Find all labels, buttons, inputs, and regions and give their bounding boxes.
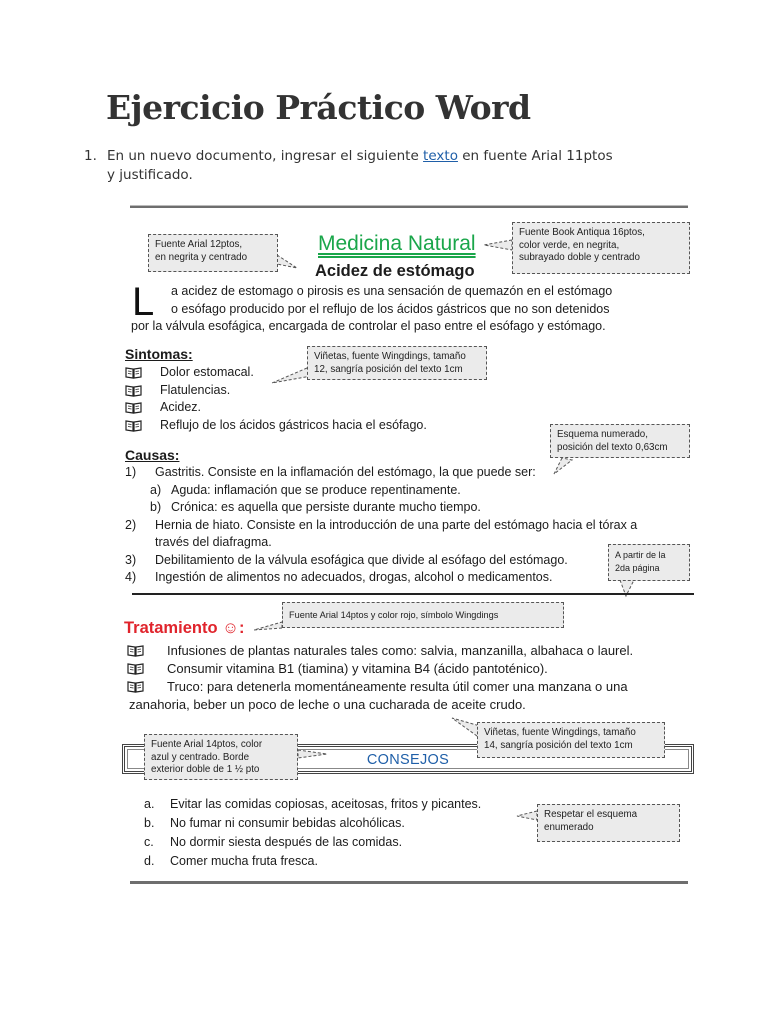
- open-book-icon: [127, 680, 144, 693]
- instruction-number: 1.: [84, 148, 97, 164]
- heading-medicina-natural: Medicina Natural: [318, 232, 476, 255]
- consejos-title: CONSEJOS: [366, 752, 450, 768]
- causas-title: Causas:: [125, 447, 180, 463]
- instruction-text-after: en fuente Arial 11ptos: [457, 148, 613, 164]
- callout-book-antiqua: Fuente Book Antiqua 16ptos, color verde, en negrita, subrayado doble y centrado: [512, 222, 690, 274]
- page-break-rule: [132, 593, 694, 595]
- sample-page-image: Fuente Arial 12ptos, en negrita y centrado Fuente Book Antiqua 16ptos, color verde, en negrita, subrayado doble y centrado Medicina Natural Acidez de estómago L a acidez de estomago o pirosis es una sensación de quemazón en el estómago o esófago producido por el reflujo de los ácidos gástricos que no son detenidos por la válvula esofágica, encargada de controlar el paso entre el esófago y estómago. Sintomas: Viñetas, fuente Wingdings, tamaño 12, sangría posición del texto 1cm Dolor estomacal. Flatulencias. Acidez. Reflujo de los ácidos gástricos hacia el esófago. Esquema numerado, posición del texto 0,63cm Causas: 1) Gastritis. Consiste en la inflamación del estómago, la que puede ser: a) Aguda: inflamación que se produce repentinamente. b) Crónica: es aquella que persiste durante mucho tiempo. 2) Hernia de hiato. Consiste en la introducción de una parte del estómago hacia el tórax a través del diafragma. 3) Debilitamiento de la válvula esofágica que divide al esófago del estómago. 4) Ingestión de alimentos no adecuados, drogas, alcohol o medicamentos. A partir de la 2da página Fuente Arial 14ptos y color rojo, símbolo Wingdings Tratamiento ☺: Infusiones de plantas naturales tales como: salvia, manzanilla, albahaca o laurel. Consumir vitamina B1 (tiamina) y vitamina B4 (ácido pantoténico). Truco: para detenerla momentáneamente resulta útil comer una manzana o una zanahoria, beber un poco de leche o una cucharada de aceite crudo. CONSEJOS Fuente Arial 14ptos, color azul y centrado. Borde exterior doble de 1 ½ pto Viñetas, fuente Wingdings, tamaño 14, sangría posición del texto 1cm a. Evitar las comidas copiosas, aceitosas, fritos y picantes. b. No fumar ni consumir bebidas alcohólicas. c. No dormir siesta después de las comidas. d. Comer mucha fruta fresca. Respetar el esquema enumerado: [122, 200, 697, 895]
- open-book-icon: [125, 401, 142, 414]
- callout-esquema-numerado: Esquema numerado, posición del texto 0,63cm: [550, 424, 690, 458]
- paragraph-line-1: a acidez de estomago o pirosis es una sensación de quemazón en el estómago: [171, 284, 613, 298]
- callout-a-partir: A partir de la 2da página: [608, 544, 690, 581]
- sintomas-title: Sintomas:: [125, 346, 193, 362]
- texto-link[interactable]: texto: [423, 148, 458, 164]
- document-title: Ejercicio Práctico Word: [106, 88, 531, 127]
- callout-vinetas-12: Viñetas, fuente Wingdings, tamaño 12, sangría posición del texto 1cm: [307, 346, 487, 380]
- callout-respetar-esquema: Respetar el esquema enumerado: [537, 804, 680, 842]
- paragraph-line-2: o esófago producido por el reflujo de los ácidos gástricos que no son detenidos: [171, 302, 610, 316]
- instruction-item: [84, 147, 704, 185]
- callout-arial14-azul: Fuente Arial 14ptos, color azul y centrado. Borde exterior doble de 1 ½ pto: [144, 734, 298, 780]
- open-book-icon: [127, 662, 144, 675]
- bottom-rule: [130, 881, 688, 884]
- paragraph-line-3: por la válvula esofágica, encargada de controlar el paso entre el esófago y estómago.: [131, 319, 606, 333]
- callout-arial14-rojo: Fuente Arial 14ptos y color rojo, símbolo Wingdings: [282, 602, 564, 628]
- heading-acidez: Acidez de estómago: [315, 262, 475, 280]
- drop-cap: L: [132, 280, 155, 324]
- open-book-icon: [125, 366, 142, 379]
- open-book-icon: [125, 419, 142, 432]
- open-book-icon: [125, 384, 142, 397]
- instruction-text-line2: y justificado.: [107, 167, 193, 183]
- callout-vinetas-14: Viñetas, fuente Wingdings, tamaño 14, sangría posición del texto 1cm: [477, 722, 665, 758]
- callout-arial12: Fuente Arial 12ptos, en negrita y centrado: [148, 234, 278, 272]
- tratamiento-title: Tratamiento ☺:: [124, 619, 245, 637]
- open-book-icon: [127, 644, 144, 657]
- instruction-text-before: En un nuevo documento, ingresar el siguiente: [107, 148, 424, 164]
